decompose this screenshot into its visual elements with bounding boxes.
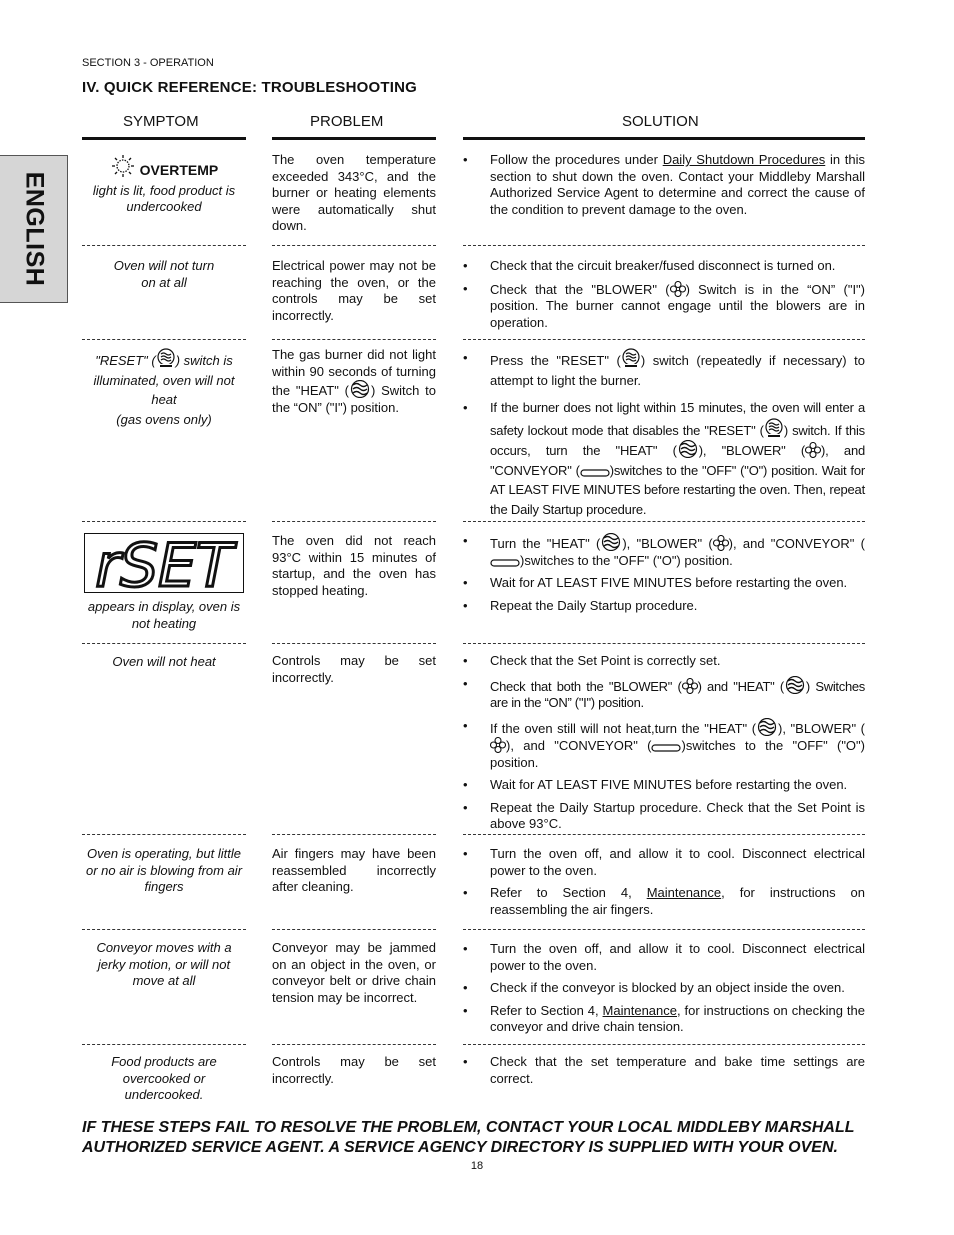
solution-cell <box>463 348 865 525</box>
bullet: • <box>463 653 468 668</box>
reset-switch-icon <box>621 348 641 368</box>
solution-text: ), and "CONVEYOR" ( <box>728 536 865 551</box>
divider <box>463 1044 865 1045</box>
problem-cell: Controls may be set incorrectly. <box>272 1054 436 1086</box>
bullet: • <box>463 152 468 167</box>
solution-text: Turn the oven off, and allow it to cool. Disconnect electrical power to the oven. <box>490 846 865 878</box>
display-readout <box>84 533 244 593</box>
column-header-symptom: SYMPTOM <box>123 113 199 130</box>
solution-item <box>463 653 865 670</box>
daily-shutdown-link: Daily Shutdown Procedures <box>662 152 826 167</box>
divider <box>272 929 436 930</box>
heat-switch-icon <box>784 676 806 694</box>
reset-switch-icon <box>764 418 784 438</box>
solution-text: ), "BLOWER" ( <box>622 536 713 551</box>
solution-text: Check that the Set Point is correctly set. <box>490 653 721 668</box>
symptom-cell: Food products are overcooked or undercooked. <box>111 1054 217 1102</box>
symptom-cell <box>82 533 246 632</box>
divider <box>272 834 436 835</box>
problem-cell: Air fingers may have been reassembled incorrectly after cleaning. <box>272 846 436 894</box>
bullet: • <box>463 980 468 995</box>
bullet: • <box>463 533 468 548</box>
solution-item <box>463 348 865 390</box>
page-number: 18 <box>470 1160 484 1172</box>
symptom-cell: Oven will not turn on at all <box>113 258 215 290</box>
language-tab <box>0 155 68 303</box>
bullet: • <box>463 675 468 691</box>
bullet: • <box>463 400 468 415</box>
symptom-note: (gas ovens only) <box>116 411 212 427</box>
bullet: • <box>463 597 468 613</box>
divider <box>272 1044 436 1045</box>
solution-text: ), "BLOWER" ( <box>698 443 806 458</box>
solution-item <box>463 152 865 218</box>
solution-text: )switches to the "OFF" ("O") position. <box>520 552 733 568</box>
section-label: SECTION 3 - OPERATION <box>82 57 214 69</box>
divider <box>463 929 865 930</box>
divider <box>272 339 436 340</box>
symptom-cell <box>82 348 246 429</box>
bullet: • <box>463 280 468 296</box>
solution-item <box>463 1003 865 1036</box>
divider <box>82 643 246 644</box>
solution-cell <box>463 653 865 839</box>
solution-text: Turn the oven off, and allow it to cool. Disconnect electrical power to the oven. <box>490 941 865 973</box>
maintenance-link: Maintenance <box>646 885 722 900</box>
divider <box>272 643 436 644</box>
solution-cell <box>463 152 865 224</box>
solution-item <box>463 718 865 772</box>
column-header-problem: PROBLEM <box>310 113 384 130</box>
solution-item <box>463 846 865 879</box>
bullet: • <box>463 717 468 733</box>
solution-cell <box>463 1054 865 1093</box>
solution-cell <box>463 846 865 924</box>
bullet: • <box>463 1002 468 1018</box>
solution-item <box>463 1054 865 1087</box>
solution-item <box>463 885 865 918</box>
conveyor-switch-icon <box>490 558 520 568</box>
divider <box>463 245 865 246</box>
divider <box>82 834 246 835</box>
problem-cell: Controls may be set incorrectly. <box>272 653 436 685</box>
solution-text: )switches to the "OFF" ("O") position. <box>490 738 865 770</box>
overtemp-label: OVERTEMP <box>139 162 219 178</box>
bullet: • <box>463 258 468 273</box>
column-rule-solution <box>463 137 865 140</box>
bullet: • <box>463 575 468 590</box>
bullet: • <box>463 941 468 956</box>
solution-text: Check if the conveyor is blocked by an object inside the oven. <box>490 980 845 995</box>
solution-text: ) Switches are in the “ON” ("I") position. <box>490 678 866 710</box>
symptom-cell: Oven will not heat <box>112 654 216 669</box>
solution-text: ) Switch is in the “ON” ("I") position. The burner cannot engage until the blowers are in operation. <box>490 281 865 330</box>
bullet: • <box>463 799 468 815</box>
symptom-text: appears in display, oven is not heating <box>87 599 241 631</box>
divider <box>82 339 246 340</box>
bullet: • <box>463 846 468 861</box>
solution-item <box>463 980 865 997</box>
column-header-solution: SOLUTION <box>622 113 699 130</box>
divider <box>272 521 436 522</box>
display-readout-text: rSET <box>95 534 233 592</box>
solution-item <box>463 800 865 833</box>
heat-switch-icon <box>349 380 371 398</box>
blower-switch-icon <box>805 442 821 458</box>
bullet: • <box>463 885 468 900</box>
symptom-text: "RESET" ( <box>95 353 156 368</box>
solution-item <box>463 533 865 569</box>
blower-switch-icon <box>713 535 729 551</box>
solution-cell <box>463 533 865 620</box>
symptom-text: ) switch is illuminated, oven will not heat <box>93 353 235 407</box>
language-tab-label: ENGLISH <box>20 171 48 287</box>
bullet: • <box>463 777 468 792</box>
solution-text: , for instructions on checking the conveyor and drive chain tension. <box>490 1002 866 1034</box>
overtemp-indicator <box>82 154 246 179</box>
heat-switch-icon <box>677 440 699 458</box>
solution-text: If the burner does not light within 15 minutes, the oven will enter a safety lockout mode that disables the "RESET" ( <box>490 400 865 438</box>
problem-text: ) Switch to the “ON” ("I") position. <box>272 383 436 415</box>
symptom-cell: Conveyor moves with a jerky motion, or will not move at all <box>96 940 232 988</box>
problem-cell <box>272 347 436 416</box>
column-rule-problem <box>272 137 436 140</box>
solution-item <box>463 258 865 275</box>
solution-text: ), and "CONVEYOR" ( <box>506 738 652 753</box>
symptom-cell: Oven is operating, but little or no air is blowing from air fingers <box>85 846 243 894</box>
divider <box>82 245 246 246</box>
problem-text: The gas burner did not light within 90 seconds of turning the "HEAT" ( <box>272 347 436 398</box>
problem-cell: Conveyor may be jammed on an object in the oven, or conveyor belt or drive chain tension may be incorrect. <box>272 940 436 1005</box>
solution-item <box>463 281 865 332</box>
solution-cell <box>463 258 865 337</box>
solution-text: Check that the "BLOWER" ( <box>490 281 670 297</box>
solution-item <box>463 398 865 519</box>
heat-switch-icon <box>756 718 778 736</box>
solution-text: Repeat the Daily Startup procedure. <box>490 597 698 613</box>
solution-item <box>463 777 865 794</box>
solution-text: ), "BLOWER" ( <box>778 720 865 736</box>
overtemp-light-icon <box>110 154 136 178</box>
solution-item <box>463 941 865 974</box>
solution-cell <box>463 941 865 1042</box>
solution-text: Repeat the Daily Startup procedure. Check that the Set Point is above 93°C. <box>490 799 865 831</box>
page-title: IV. QUICK REFERENCE: TROUBLESHOOTING <box>82 79 418 96</box>
conveyor-switch-icon <box>651 743 681 753</box>
solution-text: Check that the set temperature and bake time settings are correct. <box>490 1054 865 1086</box>
heat-switch-icon <box>600 533 622 551</box>
solution-item <box>463 598 865 615</box>
conveyor-switch-icon <box>580 468 610 478</box>
problem-cell: The oven temperature exceeded 343°C, and the burner or heating elements were automatically shut down. <box>272 152 436 233</box>
divider <box>82 929 246 930</box>
blower-switch-icon <box>670 281 686 297</box>
divider <box>82 1044 246 1045</box>
solution-text: Press the "RESET" ( <box>490 353 621 368</box>
solution-text: Refer to Section 4, <box>490 1002 603 1018</box>
symptom-text: light is lit, food product is undercooked <box>92 182 236 214</box>
divider <box>272 245 436 246</box>
bullet: • <box>463 350 468 365</box>
solution-item <box>463 676 865 712</box>
solution-text: in this section to shut down the oven. Contact your Middleby Marshall Authorized Service Agent to determine and correct the cause of the condition to prevent damage to the oven. <box>490 152 865 217</box>
column-rule-symptom <box>82 137 246 140</box>
display-readout-graphic <box>85 534 243 592</box>
solution-text: ) switch (repeatedly if necessary) to attempt to light the burner. <box>490 353 866 388</box>
solution-item <box>463 575 865 592</box>
solution-text: If the oven still will not heat,turn the "HEAT" ( <box>490 720 757 736</box>
solution-text: Check that the circuit breaker/fused disconnect is turned on. <box>490 258 836 273</box>
divider <box>463 339 865 340</box>
solution-text: Turn the "HEAT" ( <box>490 536 601 551</box>
divider <box>463 643 865 644</box>
solution-text: Refer to Section 4, <box>490 885 647 900</box>
blower-switch-icon <box>490 737 506 753</box>
solution-text: ) switch. If this occurs, turn the "HEAT" ( <box>490 422 865 458</box>
divider <box>82 521 246 522</box>
solution-text: , for instructions on reassembling the air fingers. <box>490 885 866 917</box>
problem-cell: The oven did not reach 93°C within 15 minutes of startup, and the oven has stopped heating. <box>272 533 436 598</box>
solution-text: Wait for AT LEAST FIVE MINUTES before restarting the oven. <box>490 575 848 590</box>
contact-service-agent-notice: IF THESE STEPS FAIL TO RESOLVE THE PROBLEM, CONTACT YOUR LOCAL MIDDLEBY MARSHALL AUTHORIZED SERVICE AGENT. A SERVICE AGENCY DIRECTORY IS SUPPLIED WITH YOUR OVEN. <box>82 1119 855 1156</box>
solution-text: Check that both the "BLOWER" ( <box>490 678 682 694</box>
solution-text: ), and "CONVEYOR" ( <box>490 443 866 478</box>
solution-text: ) and "HEAT" ( <box>697 678 784 694</box>
blower-switch-icon <box>682 678 698 694</box>
bullet: • <box>463 1054 468 1069</box>
maintenance-link: Maintenance <box>602 1002 677 1018</box>
solution-text: Wait for AT LEAST FIVE MINUTES before restarting the oven. <box>490 777 848 792</box>
problem-cell: Electrical power may not be reaching the oven, or the controls may be set incorrectly. <box>272 258 436 323</box>
symptom-cell <box>82 154 246 216</box>
reset-switch-icon <box>156 348 176 368</box>
solution-text: Follow the procedures under <box>490 152 663 167</box>
solution-text: )switches to the "OFF" ("O") position. Wait for AT LEAST FIVE MINUTES before restarting the oven. Then, repeat the Daily Startup procedure. <box>490 462 866 517</box>
